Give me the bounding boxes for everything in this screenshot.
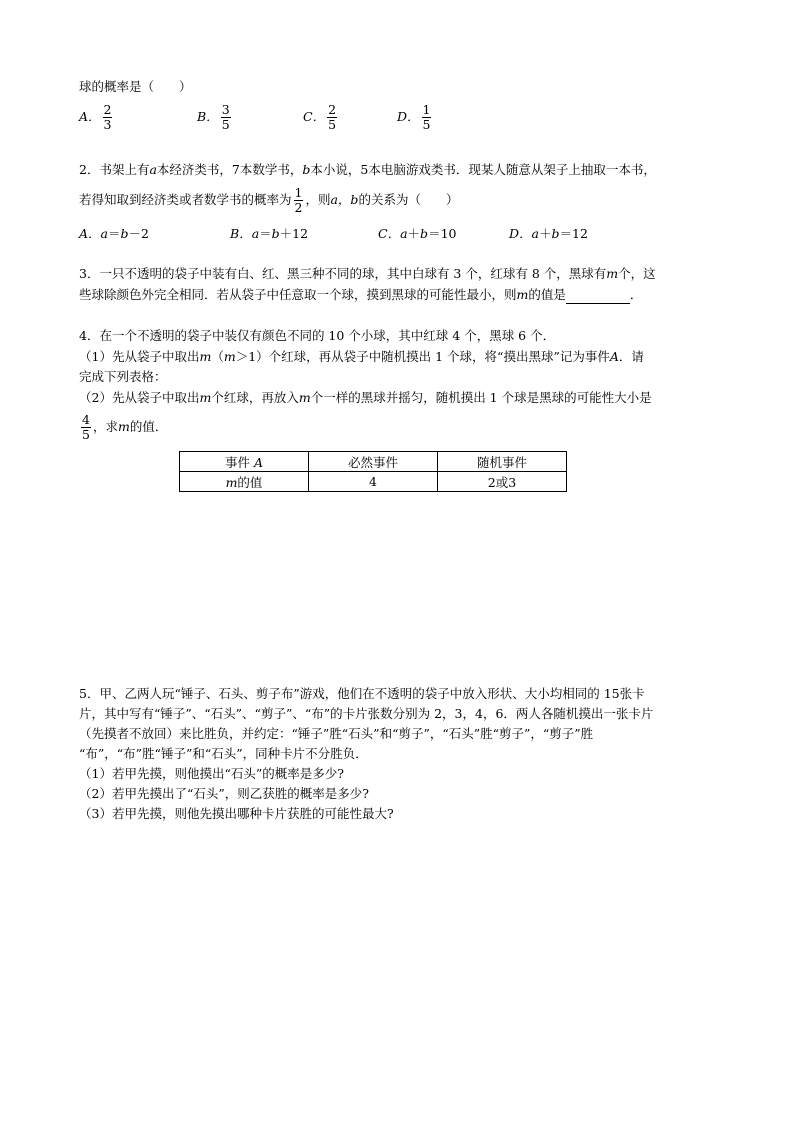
q5-line-1: 5．甲、乙两人玩“锤子、石头、剪子布”游戏，他们在不透明的袋子中放入形状、大小均相同的 15张卡: [79, 686, 645, 701]
fraction: $\frac{3}{5}$: [221, 102, 230, 132]
fraction: $\frac{2}{5}$: [328, 102, 337, 132]
q5-line-2: 片，其中写有“锤子”、“石头”、“剪子”、“布”的卡片张数分别为 2，3，4，6．两人各随机摸出一张卡片: [79, 706, 654, 721]
q2-option-d: D．a＋b＝12: [509, 226, 588, 241]
q1-option-a: A． $\frac{2}{3}$: [79, 102, 112, 132]
q4-line-2: （1）先从袋子中取出m（m＞1）个红球，再从袋子中随机摸出 1 个球，将“摸出黑球”记为事件A．请: [79, 349, 644, 364]
table-cell: m的值: [180, 472, 309, 492]
q4-line-4: （2）先从袋子中取出m个红球，再放入m个一样的黑球并摇匀，随机摸出 1 个球是黑球的可能性大小是: [79, 390, 652, 405]
fraction: $\frac{2}{3}$: [103, 102, 112, 132]
table-header-cell: 事件 A: [180, 452, 309, 472]
q4-line-1: 4．在一个不透明的袋子中装仅有颜色不同的 10 个小球，其中红球 4 个，黑球 6 个．: [79, 328, 556, 343]
q5-line-3: （先摸者不放回）来比胜负，并约定：“锤子”胜“石头”和“剪子”，“石头”胜“剪子”，“剪子”胜: [79, 726, 594, 741]
q4-line-5: $\frac{4}{5}$ ，求m的值．: [82, 412, 168, 442]
answer-blank: [566, 289, 630, 304]
q1-option-d: D． $\frac{1}{5}$: [397, 102, 431, 132]
table-header-cell: 必然事件: [309, 452, 438, 472]
q3-line-1: 3．一只不透明的袋子中装有白、红、黑三种不同的球，其中白球有 3 个，红球有 8 个，黑球有m个，这: [79, 266, 656, 281]
q5-line-7: （3）若甲先摸，则他先摸出哪种卡片获胜的可能性最大?: [79, 806, 394, 821]
event-table: [179, 451, 567, 492]
q5-line-5: （1）若甲先摸，则他摸出“石头”的概率是多少?: [79, 766, 344, 781]
q4-line-3: 完成下列表格：: [79, 369, 167, 384]
fraction: $\frac{1}{2}$: [294, 185, 303, 215]
table-cell: 2或3: [438, 472, 567, 492]
q1-stem: 球的概率是（ ）: [79, 79, 192, 94]
q3-line-2: 些球除颜色外完全相同．若从袋子中任意取一个球，摸到黑球的可能性最小，则m的值是 ．: [79, 287, 643, 302]
table-cell: 4: [309, 472, 438, 492]
q2-option-a: A．a＝b－2: [79, 226, 149, 241]
fraction: $\frac{4}{5}$: [82, 412, 90, 442]
q2-option-b: B．a＝b＋12: [230, 226, 309, 241]
fraction: $\frac{1}{5}$: [422, 102, 431, 132]
q2-line-2: 若得知取到经济类或者数学书的概率为 $\frac{1}{2}$ ，则a，b的关系为（ ）: [79, 185, 459, 215]
q2-option-c: C．a＋b＝10: [378, 226, 457, 241]
q5-line-6: （2）若甲先摸出了“石头”，则乙获胜的概率是多少?: [79, 786, 369, 801]
table-row: [180, 472, 567, 492]
q1-option-c: C． $\frac{2}{5}$: [303, 102, 337, 132]
table-header-cell: 随机事件: [438, 452, 567, 472]
table-row: [180, 452, 567, 472]
q1-option-b: B． $\frac{3}{5}$: [197, 102, 230, 132]
q2-line-1: 2．书架上有a本经济类书，7本数学书，b本小说，5本电脑游戏类书．现某人随意从架子上抽取一本书，: [79, 162, 656, 177]
q5-line-4: “布”，“布”胜“锤子”和“石头”，同种卡片不分胜负．: [79, 746, 368, 761]
